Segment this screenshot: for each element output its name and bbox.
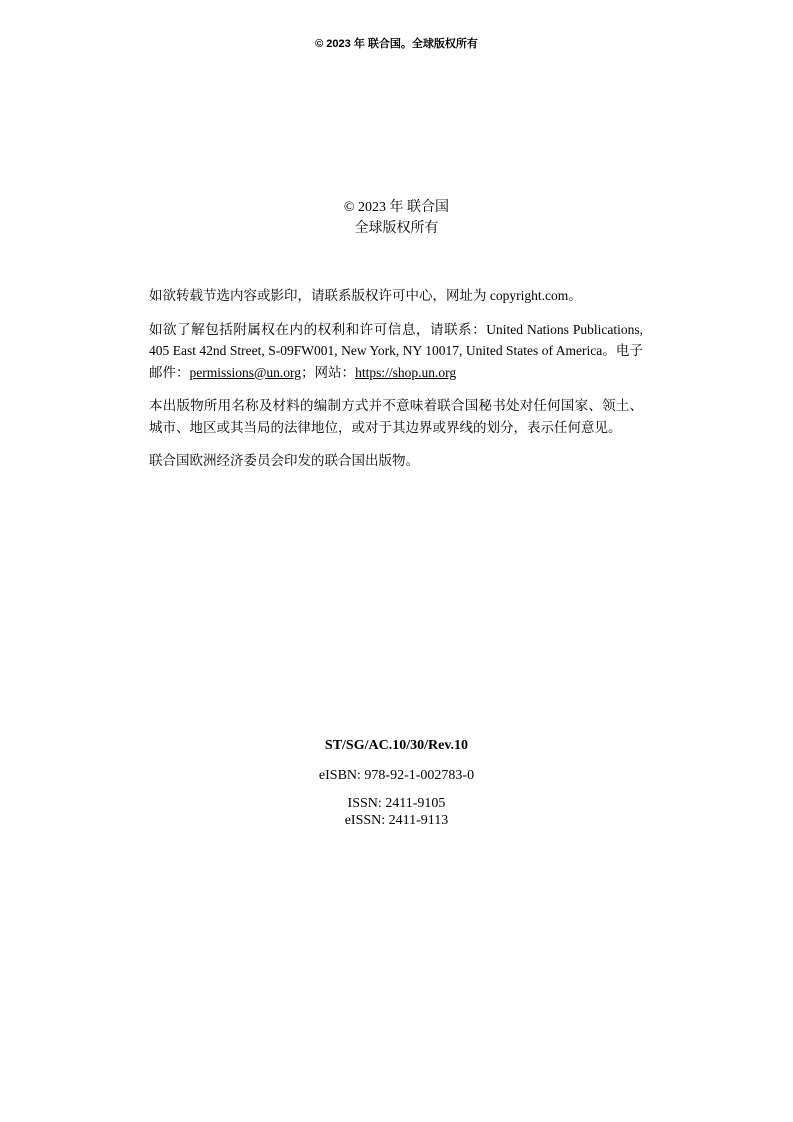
email-link[interactable]: permissions@un.org: [189, 364, 302, 380]
eisbn-number: eISBN: 978-92-1-002783-0: [318, 768, 475, 783]
permissions-intro-text: 如欲了解包括附属权在内的权利和许可信息，请联系：United Nations Publications, 405 East 42nd Street, S-09FW001, New York, NY 10017, United States of America。电子邮件：: [149, 321, 643, 380]
rights-reserved-text: 全球版权所有: [354, 221, 439, 236]
copyright-block: [0, 197, 793, 239]
website-separator-text: ；网站：: [301, 364, 356, 380]
page-header: © 2023 年 联合国。全球版权所有: [315, 38, 478, 50]
document-identifiers: [0, 736, 793, 829]
rights-information: [149, 285, 643, 484]
permissions-paragraph: [149, 319, 643, 384]
eissn-number: eISSN: 2411-9113: [344, 812, 449, 828]
reproduction-paragraph: 如欲转载节选内容或影印，请联系版权许可中心，网址为 copyright.com。: [149, 288, 582, 303]
document-symbol: ST/SG/AC.10/30/Rev.10: [324, 738, 469, 753]
copyright-notice: © 2023 年 联合国: [343, 200, 450, 215]
issn-group: [0, 796, 793, 829]
website-link[interactable]: https://shop.un.org: [355, 364, 457, 380]
disclaimer-paragraph: 本出版物所用名称及材料的编制方式并不意味着联合国秘书处对任何国家、领土、城市、地区或其当局的法律地位，或对于其边界或界线的划分，表示任何意见。: [149, 398, 643, 435]
issn-number: ISSN: 2411-9105: [347, 796, 446, 811]
publisher-paragraph: 联合国欧洲经济委员会印发的联合国出版物。: [149, 453, 419, 468]
